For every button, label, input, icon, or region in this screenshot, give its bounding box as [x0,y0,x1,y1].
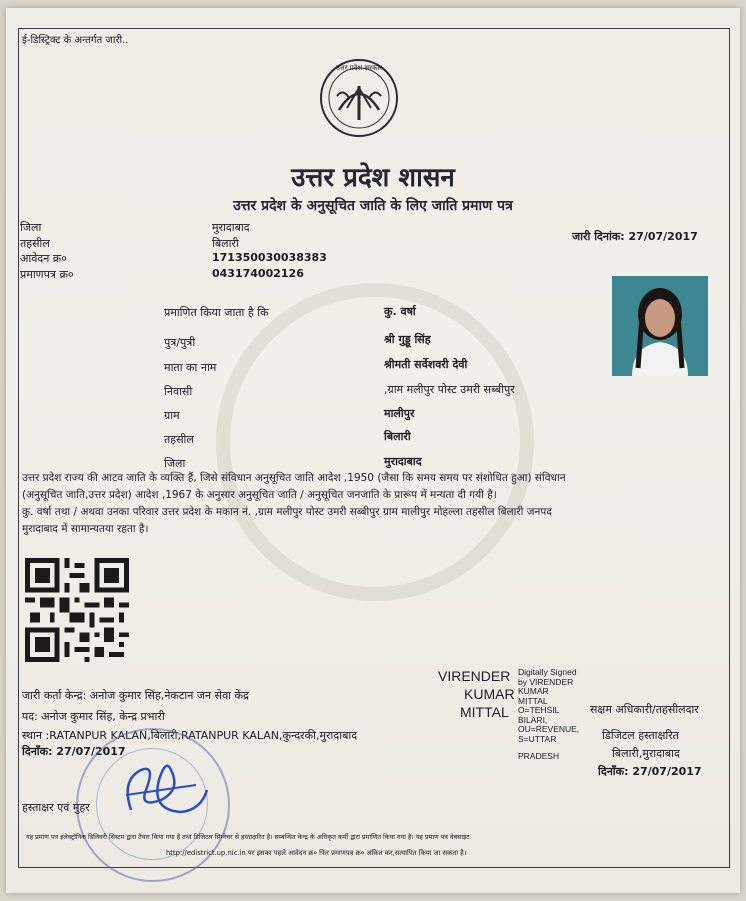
issuer-post: पद: अनोज कुमार सिंह, केन्द्र प्रभारी [22,710,165,723]
meta-value-application-no: 171350030038383 [212,251,327,264]
digital-signer-name-2: KUMAR [464,686,515,702]
detail-value-mother: श्रीमती सर्वेशवरी देवी [384,358,468,371]
detail-value-tehsil: बिलारी [384,430,411,443]
detail-value-address: ,ग्राम मलीपुर पोस्ट उमरी सब्बीपुर [384,383,515,396]
meta-value-tehsil: बिलारी [212,237,239,250]
applicant-photo [612,276,708,376]
authority-place: बिलारी,मुरादाबाद [612,747,680,760]
footer-note: यह प्रमाण पत्र इलेक्ट्रॉनिक डिलिवरी सिस्टम द्वारा तैयार किया गया है तथा डिजिटल सिग्नेचर से हस्ताक्षरित है। सम्बन्धित केन्द्र के अधिकृत कर्मी द्वारा प्रमाणित किया गया है। यह प्रमाण पत्र वेबसाइट [26,833,470,841]
certificate-text-line-1: उत्तर प्रदेश राज्य की आटव जाति के व्यक्ति हैं, जिसे संविधान अनुसूचित जाति आदेश ,1950 (जैसा कि समय समय पर संशोधित हुआ) संविधान [22,472,566,484]
detail-value-name: कु. वर्षा [384,305,416,318]
qr-code [25,558,129,662]
certificate-text-line-2: (अनुसूचित जाति,उत्तर प्रदेश) आदेश ,1967 के अनुसार अनुसूचित जाति / अनुसूचित जनजाति के प्रारूप में मन्यता दी गयी है। [22,489,497,501]
digitally-signed-label: डिजिटल हस्ताक्षरित [602,729,679,742]
meta-label-certificate-no: प्रमाणपत्र क्र० [20,268,74,281]
detail-label-resident: निवासी [164,385,193,398]
emblem-watermark [216,283,534,601]
detail-label-certified: प्रमाणित किया जाता है कि [164,306,269,319]
meta-label-application-no: आवेदन क्र० [20,252,67,265]
meta-value-certificate-no: 043174002126 [212,267,304,280]
issue-place: स्थान :RATANPUR KALAN,बिलारी,RATANPUR KALAN,कुन्दरकी,मुरादाबाद [22,729,358,742]
handwritten-signature [111,750,221,830]
detail-label-district: जिला [164,457,186,470]
footer-verify-note: http://edistrict.up.nic.in पर इसका पहले आवेदन क्र० फिर प्रमाणपत्र क्र० अंकित कर,सत्यापित किया जा सकता है। [166,849,467,857]
issue-date: जारी दिनांक: 27/07/2017 [572,230,698,243]
meta-value-district: मुरादाबाद [212,221,250,234]
authority-date: दिनाँक: 27/07/2017 [598,765,702,778]
digital-signer-name-3: MITTAL [460,704,509,720]
digital-signature-details: Digitally Signed by VIRENDER KUMAR MITTAL O=TEHSIL BILARI, OU=REVENUE, S=UTTAR PRADESH [518,667,580,761]
competent-authority: सक्षम अधिकारी/तहसीलदार [590,703,699,716]
certificate-text-line-4: मुरादाबाद में सामान्यतया रहता है। [22,523,149,535]
detail-value-district: मुरादाबाद [384,455,422,468]
detail-value-village: मालीपुर [384,407,415,420]
detail-label-tehsil: तहसील [164,433,194,446]
certificate-page [6,8,740,893]
emblem-text: उत्तर प्रदेश सरकार [335,64,383,72]
meta-label-tehsil: तहसील [20,237,50,250]
detail-label-mother: माता का नाम [164,361,217,374]
digital-signer-name-1: VIRENDER [438,668,511,684]
sign-and-seal-label: हस्ताक्षर एवं मुहर [22,801,90,814]
issuing-center: जारी कर्ता केन्द्र: अनोज कुमार सिंह,नेकटान जन सेवा केंद्र [22,689,249,702]
detail-label-child-of: पुत्र/पुत्री [164,336,196,349]
certificate-subtitle: उत्तर प्रदेश के अनुसूचित जाति के लिए जाति प्रमाण पत्र [233,198,513,214]
detail-value-father: श्री गुड्डू सिंह [384,333,431,346]
meta-label-district: जिला [20,221,42,234]
certificate-title: उत्तर प्रदेश शासन [291,163,455,193]
issuer-date: दिनाँक: 27/07/2017 [22,745,126,758]
detail-label-village: ग्राम [164,409,180,422]
issued-under-note: ई-डिस्ट्रिक्ट के अन्तर्गत जारी.. [22,35,129,46]
certificate-text-line-3: कु. वर्षा तथा / अथवा उनका परिवार उत्तर प्रदेश के मकान नं. ,ग्राम मलीपुर पोस्ट उमरी सब्बीपुर ग्राम मालीपुर मोहल्ला तहसील बिलारी जनपद [22,506,552,518]
